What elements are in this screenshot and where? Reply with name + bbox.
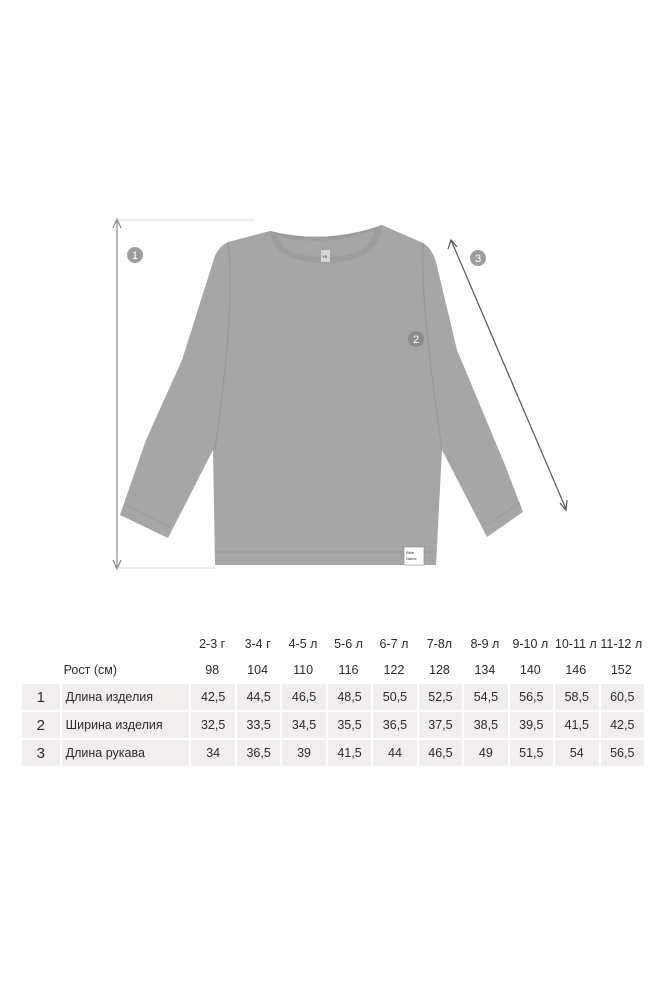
- tshirt-shape: [120, 225, 523, 565]
- age-cell: 11-12 л: [600, 637, 643, 651]
- value-cell: 54,5: [462, 684, 507, 710]
- row-number: 1: [22, 684, 60, 710]
- value-cell: 39: [280, 740, 325, 766]
- svg-text:2: 2: [412, 334, 420, 346]
- height-row: [22, 658, 644, 682]
- value-cell: 44: [371, 740, 416, 766]
- value-cell: 32,5: [189, 712, 234, 738]
- value-cell: 42,5: [189, 684, 234, 710]
- height-cell: 128: [429, 663, 450, 677]
- height-cell: 134: [474, 663, 496, 677]
- height-cell: 98: [205, 663, 220, 677]
- height-cell: 122: [383, 663, 405, 677]
- row-number: 2: [22, 712, 60, 738]
- marker-1: [127, 247, 143, 263]
- svg-text:1: 1: [131, 250, 139, 262]
- value-cell: 46,5: [417, 740, 462, 766]
- value-cell: 49: [462, 740, 507, 766]
- value-cell: 39,5: [508, 712, 553, 738]
- value-cell: 50,5: [371, 684, 416, 710]
- value-cell: 37,5: [417, 712, 462, 738]
- height-cell: 104: [247, 663, 269, 677]
- row-name: Ширина изделия: [60, 712, 190, 738]
- size-chart-table: [22, 630, 644, 768]
- value-cell: 35,5: [326, 712, 371, 738]
- height-cell: 140: [519, 663, 541, 677]
- value-cell: 33,5: [235, 712, 280, 738]
- value-cell: 42,5: [599, 712, 644, 738]
- height-cell: 146: [565, 663, 587, 677]
- row-name: Длина рукава: [60, 740, 190, 766]
- age-cell: 2-3 г: [199, 637, 226, 651]
- svg-text:3: 3: [474, 253, 482, 265]
- value-cell: 34,5: [280, 712, 325, 738]
- age-cell: 8-9 л: [470, 637, 500, 651]
- age-cell: 6-7 л: [379, 637, 409, 651]
- value-cell: 54: [553, 740, 598, 766]
- value-cell: 58,5: [553, 684, 598, 710]
- value-cell: 36,5: [235, 740, 280, 766]
- value-cell: 38,5: [462, 712, 507, 738]
- value-cell: 56,5: [599, 740, 644, 766]
- height-cell: 110: [293, 663, 314, 677]
- value-cell: 36,5: [371, 712, 416, 738]
- value-cell: 48,5: [326, 684, 371, 710]
- row-sleeve: [22, 740, 644, 766]
- hem-label-line-1: Bitte: [406, 550, 415, 555]
- row-number: 3: [22, 740, 60, 766]
- value-cell: 46,5: [280, 684, 325, 710]
- value-cell: 41,5: [326, 740, 371, 766]
- age-cell: 4-5 л: [288, 637, 318, 651]
- value-cell: 60,5: [599, 684, 644, 710]
- value-cell: 34: [189, 740, 234, 766]
- age-cell: 5-6 л: [334, 637, 363, 651]
- neck-tag-text: YB: [322, 254, 328, 259]
- row-length: [22, 684, 644, 710]
- height-cell: 152: [610, 663, 632, 677]
- hem-label-line-2: Name: [406, 556, 417, 561]
- marker-3: [470, 250, 486, 266]
- value-cell: 51,5: [508, 740, 553, 766]
- value-cell: 41,5: [553, 712, 598, 738]
- age-cell: 7-8л: [426, 637, 453, 651]
- age-cell: 9-10 л: [512, 637, 549, 651]
- row-width: [22, 712, 644, 738]
- value-cell: 52,5: [417, 684, 462, 710]
- height-cell: 116: [338, 663, 359, 677]
- value-cell: 56,5: [508, 684, 553, 710]
- age-header-row: [22, 632, 644, 656]
- height-label: Рост (см): [63, 663, 117, 677]
- value-cell: 44,5: [235, 684, 280, 710]
- age-cell: 3-4 г: [244, 637, 271, 651]
- marker-2: [408, 331, 424, 347]
- row-name: Длина изделия: [60, 684, 190, 710]
- age-cell: 10-11 л: [554, 637, 597, 651]
